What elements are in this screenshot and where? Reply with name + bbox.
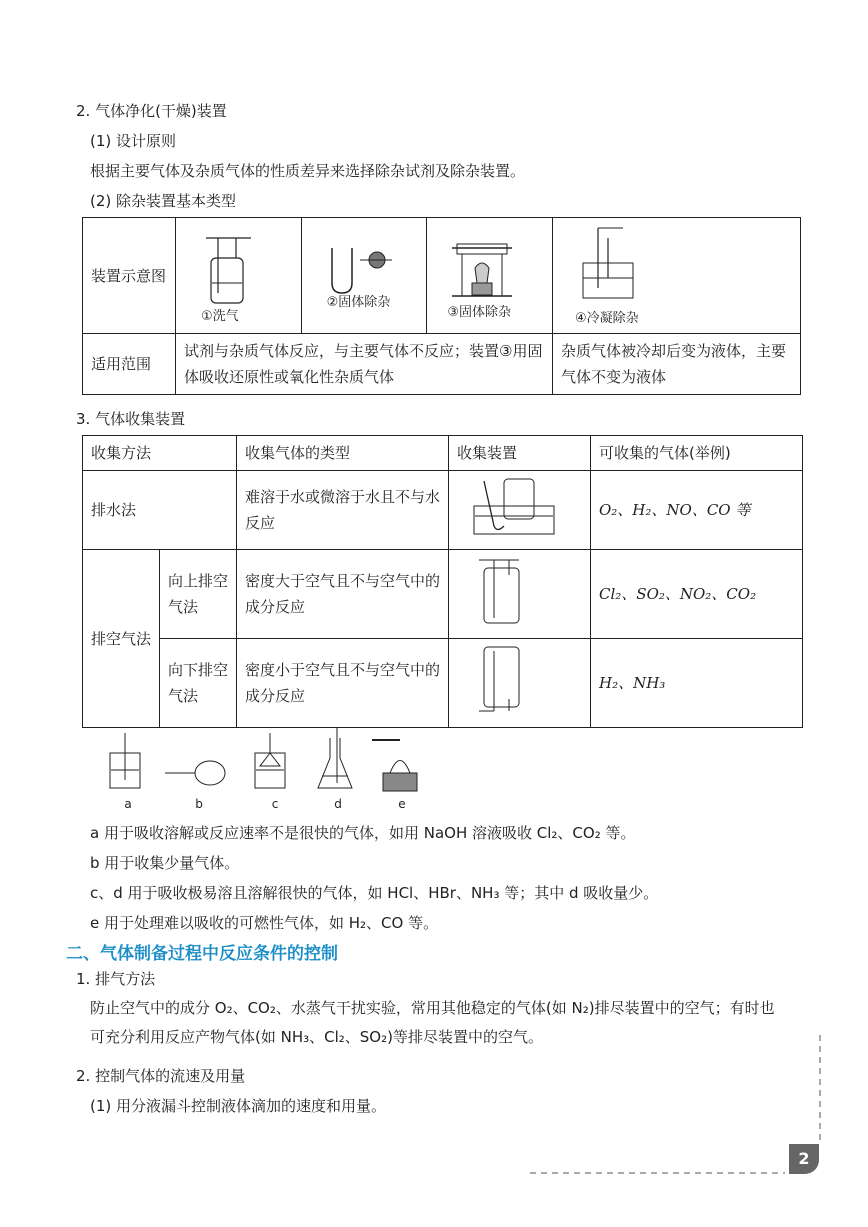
caption-solid-2: ③固体除杂	[447, 305, 511, 320]
note-b: b 用于收集少量气体。	[90, 854, 240, 872]
cell-solid-2	[427, 218, 553, 334]
subsection-design-principle: (1) 设计原则	[90, 132, 177, 150]
water-displacement-diagram	[449, 471, 574, 541]
col-header-device: 收集装置	[449, 436, 591, 471]
caption-condense: ④冷凝除杂	[575, 311, 639, 326]
page-corner-dash	[525, 1035, 825, 1185]
collection-table	[82, 435, 803, 728]
section-title-gas-collection: 3. 气体收集装置	[76, 410, 186, 428]
upward-air-diagram	[449, 550, 574, 630]
note-a: a 用于吸收溶解或反应速率不是很快的气体，如用 NaOH 溶液吸收 Cl₂、CO₂ 等。	[90, 824, 636, 842]
device-air-up	[449, 550, 591, 639]
design-principle-text: 根据主要气体及杂质气体的性质差异来选择除杂试剂及除杂装置。	[90, 162, 526, 180]
gases-water: O₂、H₂、NO、CO 等	[591, 471, 803, 550]
cell-wash	[176, 218, 302, 334]
exhaust-text-1: 防止空气中的成分 O₂、CO₂、水蒸气干扰实验，常用其他稳定的气体(如 N₂)排尽装置中的空气；有时也	[90, 999, 775, 1017]
type-air-up: 密度大于空气且不与空气中的成分反应	[237, 550, 449, 639]
method-air-up: 向上排空气法	[160, 550, 237, 639]
scope-condense: 杂质气体被冷却后变为液体，主要气体不变为液体	[553, 334, 801, 395]
type-water: 难溶于水或微溶于水且不与水反应	[237, 471, 449, 550]
note-e: e 用于处理难以吸收的可燃性气体，如 H₂、CO 等。	[90, 914, 439, 932]
note-cd: c、d 用于吸收极易溶且溶解很快的气体，如 HCl、HBr、NH₃ 等；其中 d 吸收量少。	[90, 884, 659, 902]
page-number: 2	[789, 1144, 819, 1174]
flow-control-text: (1) 用分液漏斗控制液体滴加的速度和用量。	[90, 1097, 387, 1115]
section-title-gas-purification: 2. 气体净化(干燥)装置	[76, 102, 227, 120]
exhaust-text-2: 可充分利用反应产物气体(如 NH₃、Cl₂、SO₂)等排尽装置中的空气。	[90, 1028, 543, 1046]
downward-air-diagram	[449, 639, 574, 719]
subsection-exhaust-method: 1. 排气方法	[76, 970, 156, 988]
fig-label-e: e	[398, 797, 406, 811]
cell-solid-1	[301, 218, 427, 334]
device-air-down	[449, 639, 591, 728]
row-head-diagram: 装置示意图	[83, 218, 176, 334]
scope-reagent: 试剂与杂质气体反应，与主要气体不反应；装置③用固体吸收还原性或氧化性杂质气体	[176, 334, 553, 395]
method-air: 排空气法	[83, 550, 160, 728]
fig-label-b: b	[195, 797, 203, 811]
col-header-type: 收集气体的类型	[237, 436, 449, 471]
device-water	[449, 471, 591, 550]
fig-label-c: c	[271, 797, 279, 811]
fig-label-d: d	[334, 797, 342, 811]
caption-solid-1: ②固体除杂	[326, 295, 391, 310]
fig-label-a: a	[124, 797, 132, 811]
method-water: 排水法	[83, 471, 237, 550]
type-air-down: 密度小于空气且不与空气中的成分反应	[237, 639, 449, 728]
gases-air-up: Cl₂、SO₂、NO₂、CO₂	[591, 550, 803, 639]
section-heading-reaction-control: 二、气体制备过程中反应条件的控制	[66, 944, 338, 964]
subsection-basic-types: (2) 除杂装置基本类型	[90, 192, 237, 210]
subsection-flow-control: 2. 控制气体的流速及用量	[76, 1067, 246, 1085]
method-air-down: 向下排空气法	[160, 639, 237, 728]
col-header-method: 收集方法	[83, 436, 237, 471]
row-head-scope: 适用范围	[83, 334, 176, 395]
purification-table	[82, 217, 801, 395]
col-header-gases: 可收集的气体(举例)	[591, 436, 803, 471]
caption-wash: ①洗气	[201, 309, 239, 324]
gases-air-down: H₂、NH₃	[591, 639, 803, 728]
cell-condense	[553, 218, 801, 334]
